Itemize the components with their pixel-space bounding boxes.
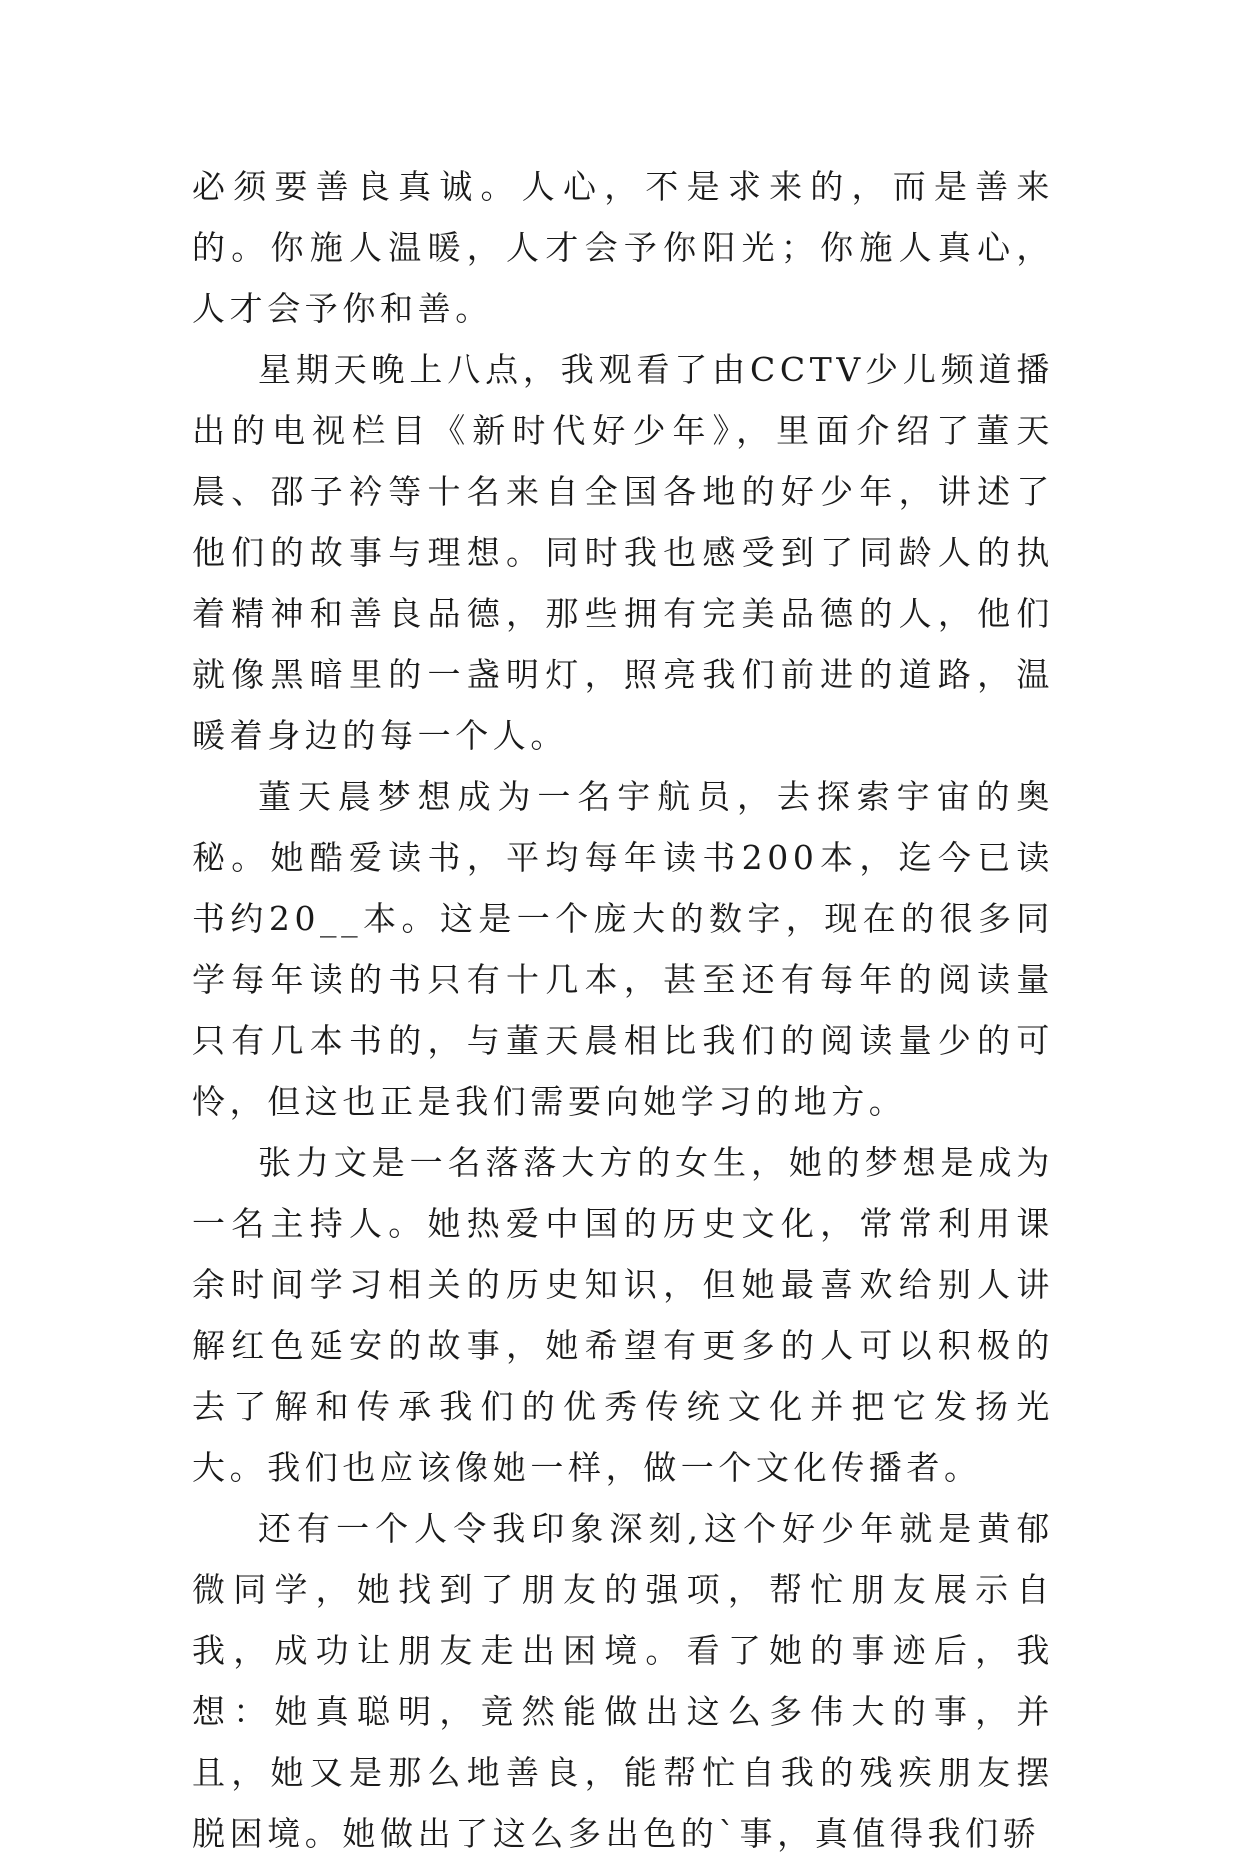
paragraph-tv-program: 星期天晚上八点，我观看了由CCTV少儿频道播出的电视栏目《新时代好少年》，里面介绍了董天晨、邵子衿等十名来自全国各地的好少年，讲述了他们的故事与理想。同时我也感受到了同龄人的执着精神和善良品德，那些拥有完美品德的人，他们就像黑暗里的一盏明灯，照亮我们前进的道路，温暖着身边的每一个人。 <box>192 350 1054 755</box>
paragraph-zhang-liwen: 张力文是一名落落大方的女生，她的梦想是成为一名主持人。她热爱中国的历史文化，常常利用课余时间学习相关的历史知识，但她最喜欢给别人讲解红色延安的故事，她希望有更多的人可以积极的去了解和传承我们的优秀传统文化并把它发扬光大。我们也应该像她一样，做一个文化传播者。 <box>192 1143 1054 1487</box>
paragraph-continuation: 必须要善良真诚。人心，不是求来的，而是善来的。你施人温暖，人才会予你阳光；你施人真心，人才会予你和善。 <box>192 167 1054 328</box>
document-body <box>192 156 1054 1864</box>
paragraph-huang-yuwei: 还有一个人令我印象深刻,这个好少年就是黄郁微同学，她找到了朋友的强项，帮忙朋友展示自我，成功让朋友走出困境。看了她的事迹后，我想：她真聪明，竟然能做出这么多伟大的事，并且，她又是那么地善良，能帮忙自我的残疾朋友摆脱困境。她做出了这么多出色的`事，真值得我们骄 <box>192 1509 1054 1853</box>
paragraph-dong-tianchen: 董天晨梦想成为一名宇航员，去探索宇宙的奥秘。她酷爱读书，平均每年读书200本，迄今已读书约20__本。这是一个庞大的数字，现在的很多同学每年读的书只有十几本，甚至还有每年的阅读量只有几本书的，与董天晨相比我们的阅读量少的可怜，但这也正是我们需要向她学习的地方。 <box>192 777 1054 1121</box>
